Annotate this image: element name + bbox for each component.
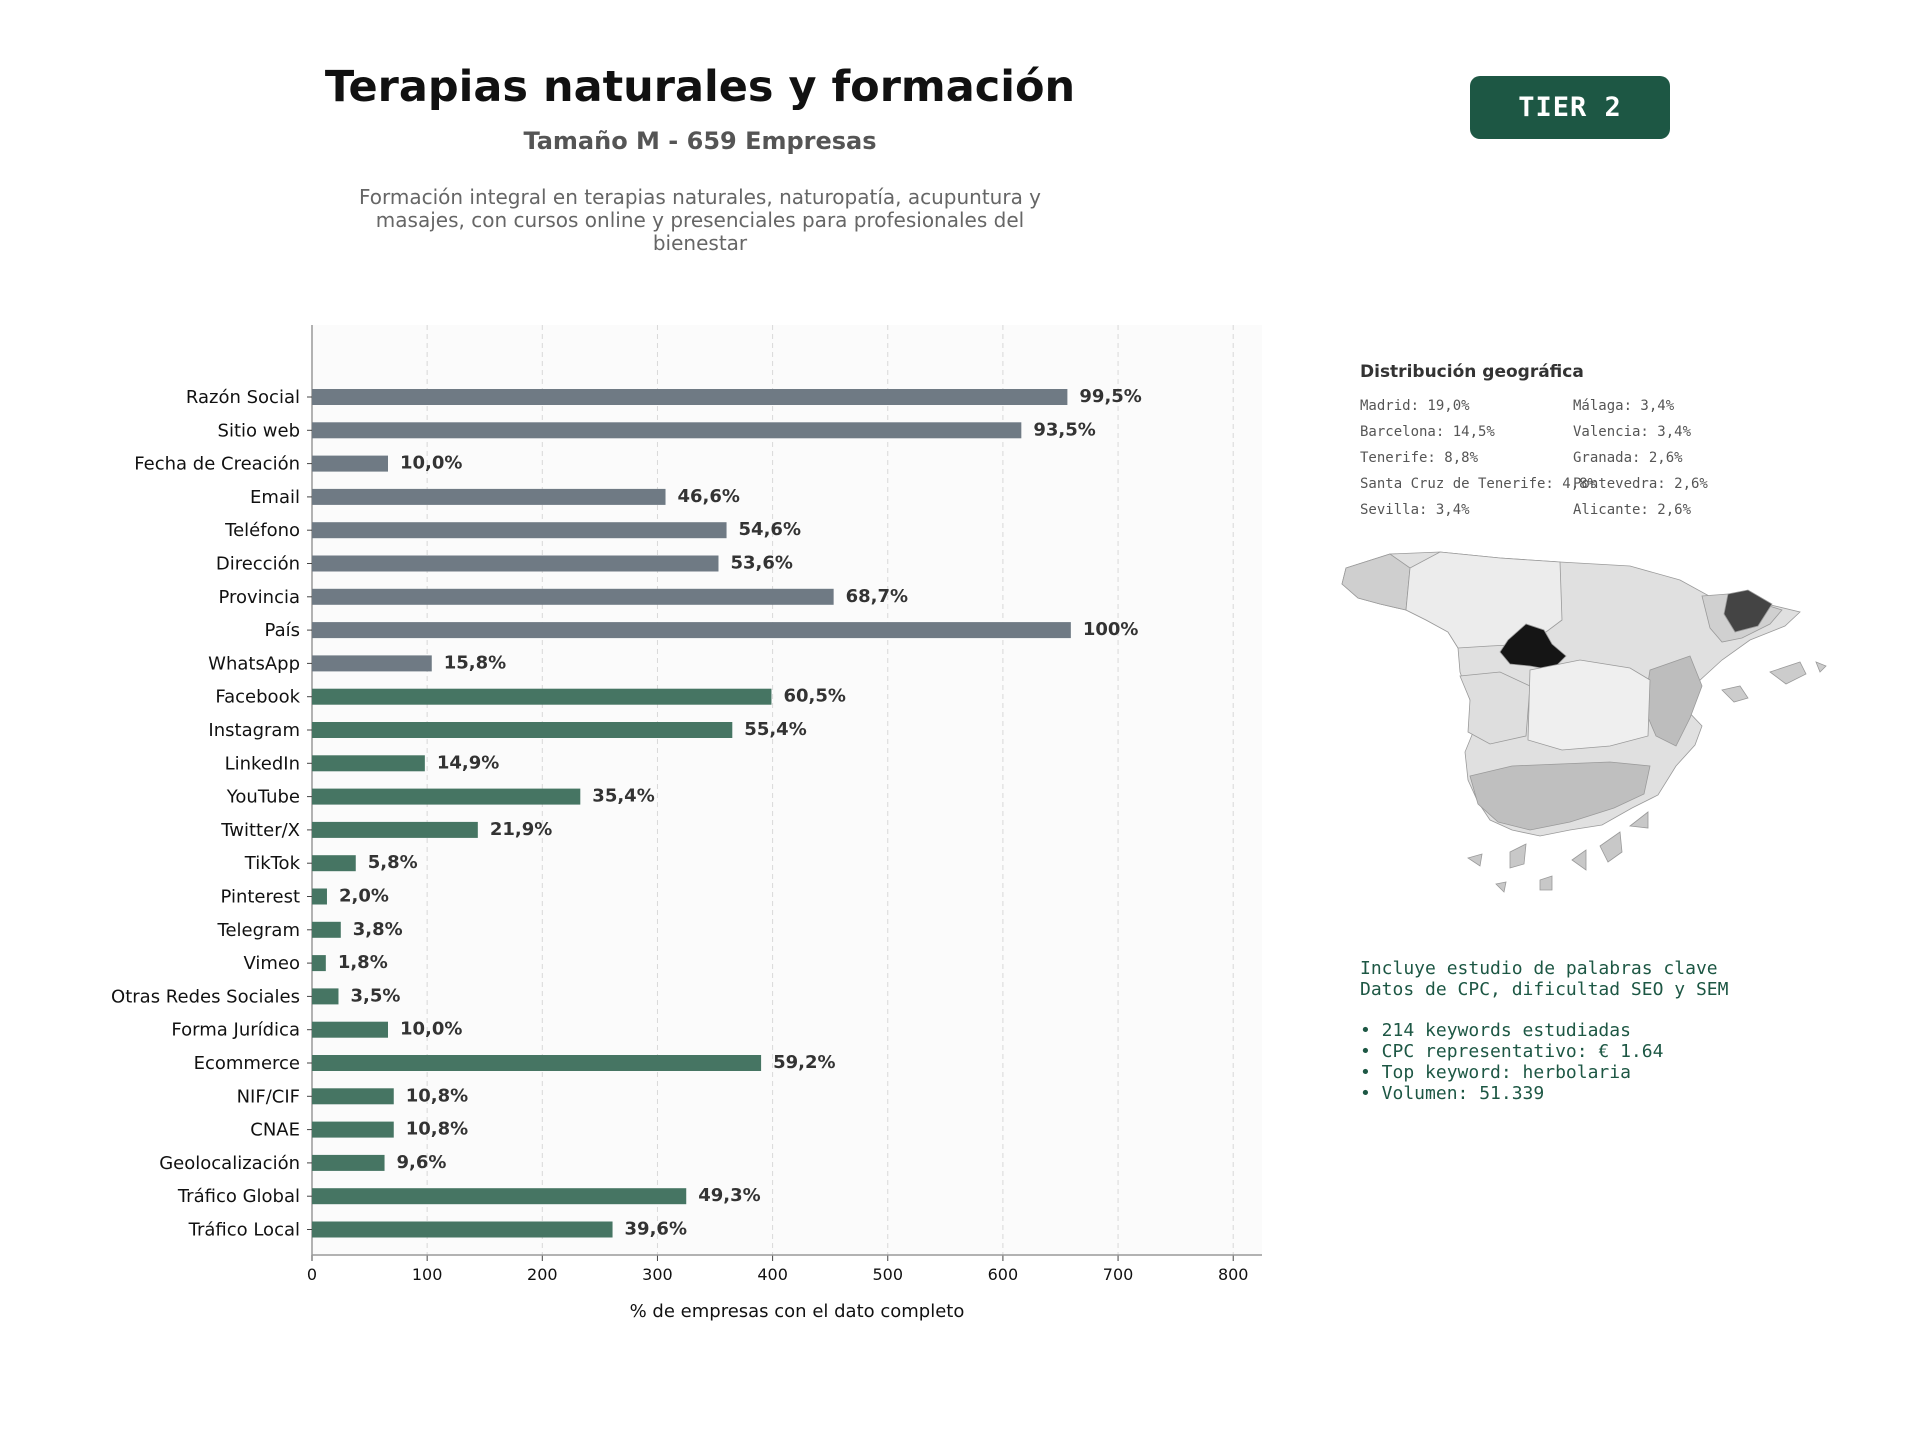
data-label: 49,3% [698, 1185, 761, 1207]
x-tick-label: 600 [987, 1265, 1019, 1284]
page-title: Terapias naturales y formación [324, 62, 1076, 112]
extremadura-region [1460, 672, 1530, 744]
category-label: Otras Redes Sociales [111, 986, 300, 1008]
data-label: 9,6% [396, 1151, 447, 1173]
bar [312, 622, 1071, 638]
category-label: Fecha de Creación [134, 453, 300, 475]
category-label: Geolocalización [159, 1152, 300, 1174]
spain-province-map [1330, 540, 1850, 910]
data-label: 21,9% [489, 818, 553, 840]
bar [312, 755, 425, 771]
data-label: 3,8% [352, 918, 403, 940]
galicia-region [1342, 554, 1410, 610]
bar [312, 1022, 388, 1038]
bar [312, 822, 478, 838]
bar [312, 722, 732, 738]
keywords-line: Incluye estudio de palabras clave [1360, 958, 1718, 979]
data-label: 54,6% [738, 519, 801, 541]
x-tick-label: 500 [872, 1265, 904, 1284]
x-tick-label: 300 [642, 1265, 673, 1284]
data-label: 55,4% [744, 719, 807, 740]
castilla-mancha-region [1528, 660, 1650, 750]
geo-item: Alicante: 2,6% [1573, 502, 1692, 518]
page-description: Formación integral en terapias naturales, naturopatía, acupuntura y masajes, con cursos online y presenciales para profesionales del bienestar [358, 185, 1042, 255]
bar [312, 456, 388, 472]
keyword-bullet: • 214 keywords estudiadas [1360, 1020, 1631, 1041]
data-label: 2,0% [338, 885, 389, 907]
bar [312, 556, 718, 572]
bar [312, 1122, 394, 1138]
category-label: Twitter/X [221, 819, 300, 841]
data-label: 14,9% [436, 752, 500, 774]
x-tick-label: 400 [757, 1265, 788, 1284]
category-label: NIF/CIF [236, 1086, 300, 1108]
bar [312, 489, 666, 505]
geo-item: Pontevedra: 2,6% [1573, 476, 1708, 492]
x-axis-label: % de empresas con el dato completo [629, 1301, 965, 1322]
category-label: Telegram [217, 919, 300, 941]
x-tick-label: 700 [1102, 1265, 1134, 1284]
bar [312, 1188, 686, 1204]
bar [312, 422, 1021, 438]
bar [312, 389, 1067, 405]
category-label: TikTok [244, 853, 300, 875]
data-label: 100% [1082, 619, 1139, 641]
geo-item: Sevilla: 3,4% [1360, 502, 1470, 518]
category-label: YouTube [226, 786, 300, 808]
data-label: 46,6% [677, 485, 740, 507]
page-subtitle: Tamaño M - 659 Empresas [523, 127, 877, 155]
category-label: Sitio web [217, 420, 300, 442]
data-label: 10,8% [405, 1118, 469, 1140]
tier-badge: TIER 2 [1470, 76, 1670, 139]
geo-title: Distribución geográfica [1360, 362, 1584, 382]
geo-item: Málaga: 3,4% [1573, 398, 1675, 414]
data-label: 35,4% [592, 785, 655, 807]
geo-item: Barcelona: 14,5% [1360, 424, 1495, 440]
category-label: WhatsApp [208, 653, 300, 675]
keyword-bullet: • CPC representativo: € 1.64 [1360, 1041, 1664, 1062]
data-label: 53,6% [730, 552, 793, 574]
x-tick-label: 800 [1217, 1265, 1249, 1284]
bar [312, 689, 771, 705]
data-label: 10,0% [400, 452, 463, 474]
category-label: LinkedIn [224, 753, 300, 775]
bar [312, 922, 341, 938]
keywords-info [1360, 958, 1728, 1104]
data-label: 1,8% [337, 952, 388, 974]
category-label: Facebook [215, 686, 300, 708]
category-label: Email [250, 486, 300, 508]
x-tick-label: 200 [527, 1265, 558, 1284]
completeness-bar-chart [0, 300, 1300, 1340]
geo-item: Santa Cruz de Tenerife: 4,8% [1360, 476, 1597, 492]
data-label: 3,5% [350, 985, 401, 1007]
x-tick-label: 100 [411, 1265, 443, 1284]
category-label: País [264, 620, 300, 642]
andalucia-region [1470, 762, 1650, 830]
geo-item: Madrid: 19,0% [1360, 398, 1470, 414]
bar [312, 655, 432, 671]
data-label: 59,2% [773, 1052, 836, 1073]
category-label: Pinterest [220, 886, 300, 908]
category-label: Instagram [208, 720, 300, 741]
keyword-bullet: • Top keyword: herbolaria [1360, 1062, 1631, 1083]
category-label: Ecommerce [193, 1053, 300, 1074]
bar [312, 1055, 761, 1071]
category-label: Dirección [215, 553, 300, 575]
bar [312, 955, 326, 971]
x-tick-label: 0 [306, 1265, 318, 1284]
bar [312, 988, 338, 1004]
category-label: Razón Social [185, 387, 300, 408]
baleares-islands [1722, 662, 1826, 702]
data-label: 99,5% [1079, 386, 1142, 407]
category-label: Vimeo [243, 953, 300, 975]
category-label: Teléfono [225, 520, 300, 542]
bar [312, 1088, 394, 1104]
geo-item: Valencia: 3,4% [1573, 424, 1692, 440]
data-label: 60,5% [783, 685, 846, 707]
category-label: Tráfico Global [177, 1186, 300, 1208]
keywords-line: Datos de CPC, dificultad SEO y SEM [1360, 979, 1729, 1000]
keyword-bullet: • Volumen: 51.339 [1360, 1083, 1545, 1104]
bar [312, 1222, 613, 1238]
category-label: Tráfico Local [188, 1219, 300, 1241]
data-label: 5,8% [367, 852, 418, 874]
data-label: 39,6% [624, 1218, 687, 1240]
data-label: 15,8% [443, 652, 507, 674]
category-label: Forma Jurídica [171, 1019, 300, 1041]
bar [312, 522, 727, 538]
geo-item: Granada: 2,6% [1573, 450, 1683, 466]
bar [312, 855, 356, 871]
geo-item: Tenerife: 8,8% [1360, 450, 1479, 466]
bar [312, 889, 327, 905]
category-label: CNAE [250, 1119, 300, 1141]
data-label: 10,0% [400, 1018, 463, 1040]
bar [312, 589, 834, 605]
data-label: 93,5% [1033, 419, 1096, 441]
bar [312, 789, 580, 805]
data-label: 68,7% [845, 585, 909, 607]
data-label: 10,8% [405, 1085, 469, 1107]
category-label: Provincia [218, 586, 300, 608]
bar [312, 1155, 385, 1171]
